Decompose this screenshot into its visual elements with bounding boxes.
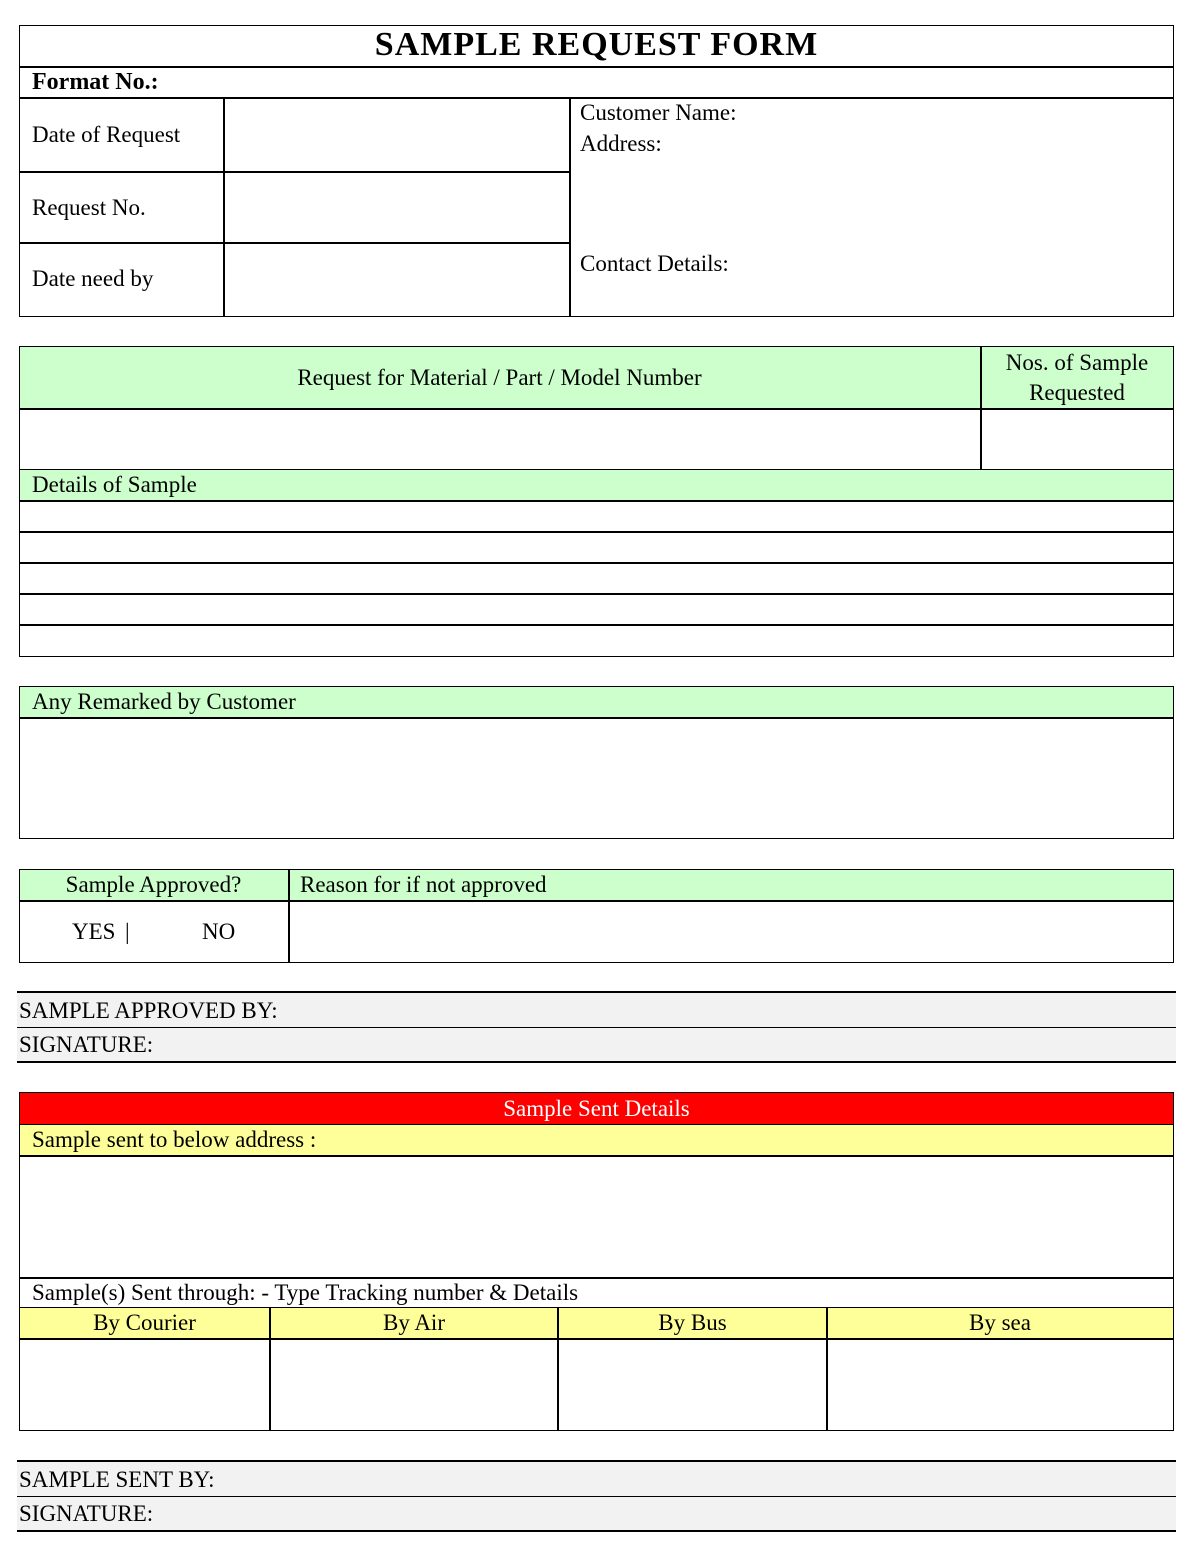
method-air-label: By Air <box>383 1310 445 1335</box>
material-number-field[interactable] <box>20 410 978 468</box>
material-header-label: Request for Material / Part / Model Number <box>297 365 702 390</box>
sent-through-label: Sample(s) Sent through: - Type Tracking number & Details <box>32 1280 579 1305</box>
sent-signature-band[interactable] <box>17 1497 1176 1530</box>
air-tracking-field[interactable] <box>271 1340 556 1429</box>
details-row[interactable] <box>20 595 1173 624</box>
request-no-label: Request No. <box>32 195 146 220</box>
divider <box>19 66 1174 68</box>
nos-requested-field[interactable] <box>982 410 1172 468</box>
sent-address-label: Sample sent to below address : <box>32 1127 317 1152</box>
details-row[interactable] <box>20 564 1173 593</box>
details-row[interactable] <box>20 502 1173 531</box>
yes-option[interactable]: YES <box>72 919 116 944</box>
sample-approved-label: Sample Approved? <box>65 872 242 897</box>
date-need-by-field[interactable] <box>225 244 568 315</box>
option-separator: | <box>125 919 130 944</box>
approved-by-label: SAMPLE APPROVED BY: <box>19 998 278 1023</box>
method-courier-label: By Courier <box>93 1310 196 1335</box>
nos-requested-line1: Nos. of Sample <box>1005 350 1149 375</box>
request-no-field[interactable] <box>225 173 568 241</box>
remarks-field[interactable] <box>20 719 1173 838</box>
address-label: Address: <box>580 131 662 156</box>
divider <box>569 97 571 317</box>
details-of-sample-label: Details of Sample <box>32 472 197 497</box>
date-of-request-field[interactable] <box>225 99 568 170</box>
contact-details-label: Contact Details: <box>580 251 729 276</box>
divider <box>17 1061 1176 1063</box>
date-of-request-label: Date of Request <box>32 122 181 147</box>
nos-requested-line2: Requested <box>1029 380 1125 405</box>
sea-tracking-field[interactable] <box>828 1340 1172 1429</box>
date-need-by-label: Date need by <box>32 266 154 291</box>
details-row[interactable] <box>20 626 1173 655</box>
no-option[interactable]: NO <box>202 919 236 944</box>
remarks-label: Any Remarked by Customer <box>32 689 296 714</box>
format-no-label: Format No.: <box>32 69 159 95</box>
approval-signature-label: SIGNATURE: <box>19 1032 154 1057</box>
sent-by-label: SAMPLE SENT BY: <box>19 1467 215 1492</box>
divider <box>17 1530 1176 1532</box>
sent-address-field[interactable] <box>20 1157 1173 1276</box>
approval-signature-band[interactable] <box>17 1028 1176 1061</box>
details-row[interactable] <box>20 533 1173 562</box>
customer-info-field[interactable] <box>572 99 1172 315</box>
form-title: SAMPLE REQUEST FORM <box>374 26 819 63</box>
method-sea-label: By sea <box>969 1310 1031 1335</box>
nos-requested-header <box>981 347 1173 408</box>
customer-name-label: Customer Name: <box>580 100 737 125</box>
courier-tracking-field[interactable] <box>20 1340 268 1429</box>
reason-label: Reason for if not approved <box>300 872 547 897</box>
method-bus-label: By Bus <box>658 1310 727 1335</box>
bus-tracking-field[interactable] <box>559 1340 825 1429</box>
sent-header-label: Sample Sent Details <box>503 1096 690 1121</box>
reason-field[interactable] <box>290 902 1172 961</box>
sent-signature-label: SIGNATURE: <box>19 1501 154 1526</box>
